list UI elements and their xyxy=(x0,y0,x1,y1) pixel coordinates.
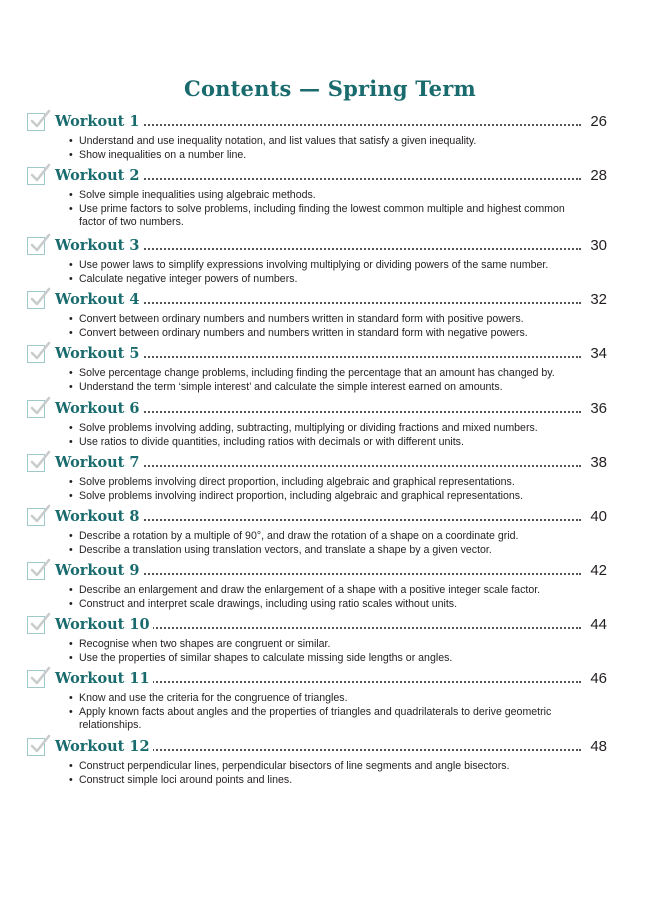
page-number[interactable]: 34 xyxy=(587,344,607,364)
workout-title[interactable]: Workout 8 xyxy=(55,507,143,527)
page-number[interactable]: 28 xyxy=(587,166,607,186)
entry-heading xyxy=(27,507,607,529)
page-number[interactable]: 44 xyxy=(587,615,607,635)
workout-title[interactable]: Workout 1 xyxy=(55,112,143,132)
objectives-list xyxy=(27,530,607,557)
objective-item: • Solve simple inequalities using algebraic methods. xyxy=(79,189,574,203)
contents-entry xyxy=(27,561,607,611)
workout-title[interactable]: Workout 9 xyxy=(55,561,143,581)
objectives-list xyxy=(27,638,607,665)
entry-heading xyxy=(27,615,607,637)
page-number[interactable]: 36 xyxy=(587,399,607,419)
workout-title[interactable]: Workout 3 xyxy=(55,236,143,256)
checked-box-icon[interactable] xyxy=(27,345,45,363)
page-title: Contents — Spring Term xyxy=(184,76,476,101)
checked-box-icon[interactable] xyxy=(27,616,45,634)
checked-box-icon[interactable] xyxy=(27,400,45,418)
entry-heading xyxy=(27,236,607,258)
objective-item: • Solve problems involving adding, subtracting, multiplying or dividing fractions and mixed numbers. xyxy=(79,422,574,436)
objectives-list xyxy=(27,367,607,394)
page-number[interactable]: 46 xyxy=(587,669,607,689)
objective-item: • Use the properties of similar shapes to calculate missing side lengths or angles. xyxy=(79,652,574,666)
checked-box-icon[interactable] xyxy=(27,562,45,580)
dot-leader xyxy=(137,178,581,180)
contents-entry xyxy=(27,669,607,733)
objective-item: • Use ratios to divide quantities, including ratios with decimals or with different units. xyxy=(79,436,574,450)
objective-item: • Use power laws to simplify expressions involving multiplying or dividing powers of the same number. xyxy=(79,259,574,273)
dot-leader xyxy=(137,681,581,683)
page-number[interactable]: 32 xyxy=(587,290,607,310)
objectives-list xyxy=(27,584,607,611)
page-number[interactable]: 38 xyxy=(587,453,607,473)
contents-entry xyxy=(27,399,607,449)
objectives-list xyxy=(27,760,607,787)
objectives-list xyxy=(27,692,607,733)
entry-heading xyxy=(27,669,607,691)
objectives-list xyxy=(27,135,607,162)
contents-entry xyxy=(27,166,607,230)
contents-entry xyxy=(27,112,607,162)
entry-heading xyxy=(27,112,607,134)
dot-leader xyxy=(137,749,581,751)
dot-leader xyxy=(137,124,581,126)
objective-item: • Solve percentage change problems, including finding the percentage that an amount has changed by. xyxy=(79,367,574,381)
checked-box-icon[interactable] xyxy=(27,167,45,185)
objectives-list xyxy=(27,476,607,503)
entry-heading xyxy=(27,737,607,759)
workout-title[interactable]: Workout 4 xyxy=(55,290,143,310)
objective-item: • Construct simple loci around points and lines. xyxy=(79,774,574,788)
checked-box-icon[interactable] xyxy=(27,508,45,526)
objectives-list xyxy=(27,189,607,230)
contents-entry xyxy=(27,615,607,665)
entry-heading xyxy=(27,290,607,312)
checked-box-icon[interactable] xyxy=(27,291,45,309)
dot-leader xyxy=(137,248,581,250)
page-number[interactable]: 26 xyxy=(587,112,607,132)
objectives-list xyxy=(27,422,607,449)
page-number[interactable]: 30 xyxy=(587,236,607,256)
checked-box-icon[interactable] xyxy=(27,738,45,756)
contents-entry xyxy=(27,507,607,557)
workout-title[interactable]: Workout 6 xyxy=(55,399,143,419)
objective-item: • Describe an enlargement and draw the enlargement of a shape with a positive integer scale factor. xyxy=(79,584,574,598)
workout-title[interactable]: Workout 2 xyxy=(55,166,143,186)
objective-item: • Show inequalities on a number line. xyxy=(79,149,574,163)
checked-box-icon[interactable] xyxy=(27,113,45,131)
objective-item: • Apply known facts about angles and the properties of triangles and quadrilaterals to derive geometric relationships. xyxy=(79,706,574,733)
objective-item: • Solve problems involving indirect proportion, including algebraic and graphical representations. xyxy=(79,490,574,504)
checked-box-icon[interactable] xyxy=(27,454,45,472)
objective-item: • Calculate negative integer powers of numbers. xyxy=(79,273,574,287)
dot-leader xyxy=(137,573,581,575)
page-number[interactable]: 42 xyxy=(587,561,607,581)
objective-item: • Understand and use inequality notation, and list values that satisfy a given inequality. xyxy=(79,135,574,149)
dot-leader xyxy=(137,411,581,413)
dot-leader xyxy=(137,465,581,467)
workout-title[interactable]: Workout 11 xyxy=(55,669,153,689)
workout-title[interactable]: Workout 7 xyxy=(55,453,143,473)
entry-heading xyxy=(27,561,607,583)
page-number[interactable]: 48 xyxy=(587,737,607,757)
entry-heading xyxy=(27,166,607,188)
entry-heading xyxy=(27,453,607,475)
contents-entry xyxy=(27,737,607,787)
objective-item: • Convert between ordinary numbers and numbers written in standard form with positive powers. xyxy=(79,313,574,327)
objectives-list xyxy=(27,313,607,340)
objective-item: • Convert between ordinary numbers and numbers written in standard form with negative powers. xyxy=(79,327,574,341)
objective-item: • Solve problems involving direct proportion, including algebraic and graphical representations. xyxy=(79,476,574,490)
dot-leader xyxy=(137,302,581,304)
objective-item: • Recognise when two shapes are congruent or similar. xyxy=(79,638,574,652)
objective-item: • Describe a rotation by a multiple of 90°, and draw the rotation of a shape on a coordinate grid. xyxy=(79,530,574,544)
objective-item: • Construct and interpret scale drawings, including using ratio scales without units. xyxy=(79,598,574,612)
dot-leader xyxy=(137,519,581,521)
entry-heading xyxy=(27,399,607,421)
objective-item: • Describe a translation using translation vectors, and translate a shape by a given vector. xyxy=(79,544,574,558)
checked-box-icon[interactable] xyxy=(27,670,45,688)
objective-item: • Know and use the criteria for the congruence of triangles. xyxy=(79,692,574,706)
workout-title[interactable]: Workout 5 xyxy=(55,344,143,364)
contents-entry xyxy=(27,453,607,503)
dot-leader xyxy=(137,356,581,358)
checked-box-icon[interactable] xyxy=(27,237,45,255)
contents-entry xyxy=(27,344,607,394)
contents-entry xyxy=(27,236,607,286)
entry-heading xyxy=(27,344,607,366)
contents-entry xyxy=(27,290,607,340)
page-number[interactable]: 40 xyxy=(587,507,607,527)
workout-title[interactable]: Workout 12 xyxy=(55,737,153,757)
workout-title[interactable]: Workout 10 xyxy=(55,615,153,635)
objectives-list xyxy=(27,259,607,286)
dot-leader xyxy=(137,627,581,629)
objective-item: • Use prime factors to solve problems, including finding the lowest common multiple and highest common factor of two numbers. xyxy=(79,203,574,230)
objective-item: • Understand the term ‘simple interest’ and calculate the simple interest earned on amounts. xyxy=(79,381,574,395)
objective-item: • Construct perpendicular lines, perpendicular bisectors of line segments and angle bisectors. xyxy=(79,760,574,774)
